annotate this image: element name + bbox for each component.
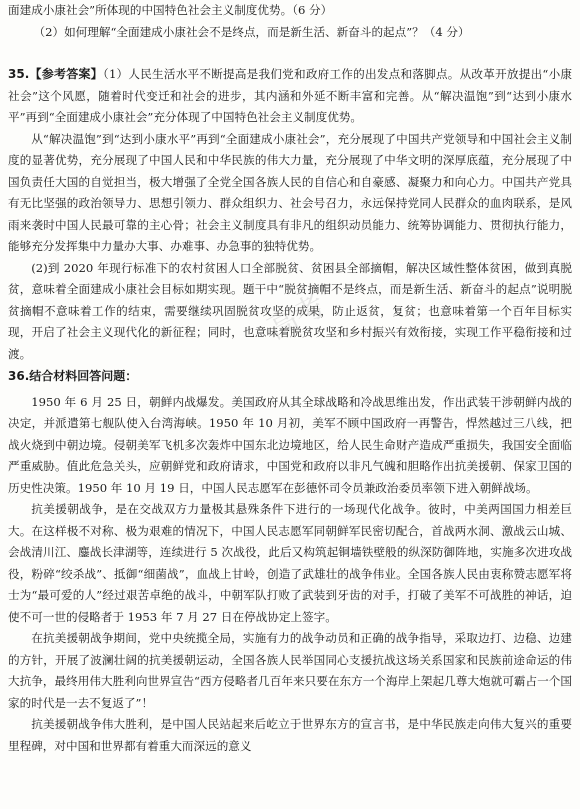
- question-number: 35.: [8, 67, 30, 81]
- answer-35: [8, 64, 572, 365]
- question-line: 面建成小康社会”所体现的中国特色社会主义制度优势。（6 分）: [8, 3, 333, 17]
- material-paragraph: 抗美援朝战争伟大胜利，是中国人民站起来后屹立于世界东方的宣言书，是中华民族走向伟大复兴的重要里程碑，对中国和世界都有着重大而深远的意义: [8, 717, 572, 753]
- watermark: 高考: [262, 287, 332, 347]
- question-tail: [8, 0, 572, 43]
- answer-paragraph: (2)到 2020 年现行标准下的农村贫困人口全部脱贫、贫困县全部摘帽，解决区域性整体贫困，做到真脱贫，意味着全面建成小康社会目标如期实现。题干中“脱贫摘帽不是终点，而是新生活、新奋斗的起点”说明脱贫摘帽不意味着工作的结束，需要继续巩固脱贫攻坚的成果，防止返贫，复贫；也意味着第一个百年目标实现，开启了社会主义现代化的新征程；同时，也意味着脱贫攻坚和乡村振兴有效衔接，实现工作平稳衔接和过渡。: [8, 260, 572, 361]
- material-paragraph: 在抗美援朝战争期间，党中央统揽全局，实施有力的战争动员和正确的战争指导，采取边打、边稳、边建的方针，开展了波澜壮阔的抗美援朝运动，全国各族人民举国同心支援抗战这场关系国家和民族前途命运的伟大抗争，最终用伟大胜利向世界宣告“西方侵略者几百年来只要在东方一个海岸上架起几尊大炮就可霸占一个国家的时代是一去不复返了”！: [8, 631, 572, 710]
- question-heading: 36.结合材料回答问题：: [8, 369, 138, 383]
- question-36: [8, 366, 572, 757]
- answer-paragraph: （1）人民生活水平不断提高是我们党和政府工作的出发点和落脚点。从改革开放提出“小康社会”这个风愿，随着时代变迁和社会的进步，其内涵和外延不断丰富和完善。从“解决温饱”到“达到小康水平”再到“全面建成小康社会”充分体现了中国特色社会主义制度优势。: [8, 67, 572, 124]
- material-paragraph: 抗美援朝战争，是在交战双方力量极其悬殊条件下进行的一场现代化战争。彼时，中美两国国力相差巨大。在这样极不对称、极为艰难的情况下，中国人民志愿军同朝鲜军民密切配合，首战两水洞、激战云山城、会战清川江、鏖战长津湖等，连续进行 5 次战役，此后又构筑起铜墙铁壁般的纵深防御阵地，实施多次进攻战役，粉碎“绞杀战”、抵御“细菌战”，血战上甘岭，创造了武雄壮的战争伟业。全国各族人民由衷称赞志愿军将士为“最可爱的人”经过艰苦卓绝的战斗，中朝军队打败了武装到牙齿的对手，打破了美军不可战胜的神话，迫使不可一世的侵略者于 1953 年 7 月 27 日在停战协定上签字。: [8, 502, 572, 624]
- question-part-2: （2）如何理解“全面建成小康社会不是终点，而是新生活、新奋斗的起点”？（4 分）: [33, 24, 470, 39]
- answer-tag: 【参考答案】: [29, 67, 103, 81]
- answer-paragraph: 从“解决温饱”到“达到小康水平”再到“全面建成小康社会”，充分展现了中国共产党领导和中国社会主义制度的显著优势，充分展现了中国人民和中华民族的伟大力量，充分展现了中华文明的深厚底蕴，充分展现了中国负责任大国的自觉担当，极大增强了全党全国各族人民的自信心和自豪感、凝聚力和向心力。中国共产党具有无比坚强的政治领导力、思想引领力、群众组织力、社会号召力，永远保持党同人民群众的血肉联系，是风雨来袭时中国人民最可靠的主心骨；社会主义制度具有非凡的组织动员能力、统筹协调能力、贯彻执行能力，能够充分发挥集中力量办大事、办难事、办急事的独特优势。: [8, 131, 572, 253]
- material-paragraph: 1950 年 6 月 25 日，朝鲜内战爆发。美国政府从其全球战略和冷战思维出发，作出武装干涉朝鲜内战的决定，并派遣第七舰队使入台湾海峡。1950 年 10 月初，美军不顾中国政府一再警告，悍然越过三八线，把战火烧到中朝边境。侵朝美军飞机多次轰炸中国东北边境地区，给人民生命财产造成严重损失，我国安全面临严重威胁。值此危急关头，应朝鲜党和政府请求，中国党和政府以非凡气魄和胆略作出抗美援朝、保家卫国的历史性决策。1950 年 10 月 19 日，中国人民志愿军在彭德怀司令员兼政治委员率领下进入朝鲜战场。: [8, 394, 572, 495]
